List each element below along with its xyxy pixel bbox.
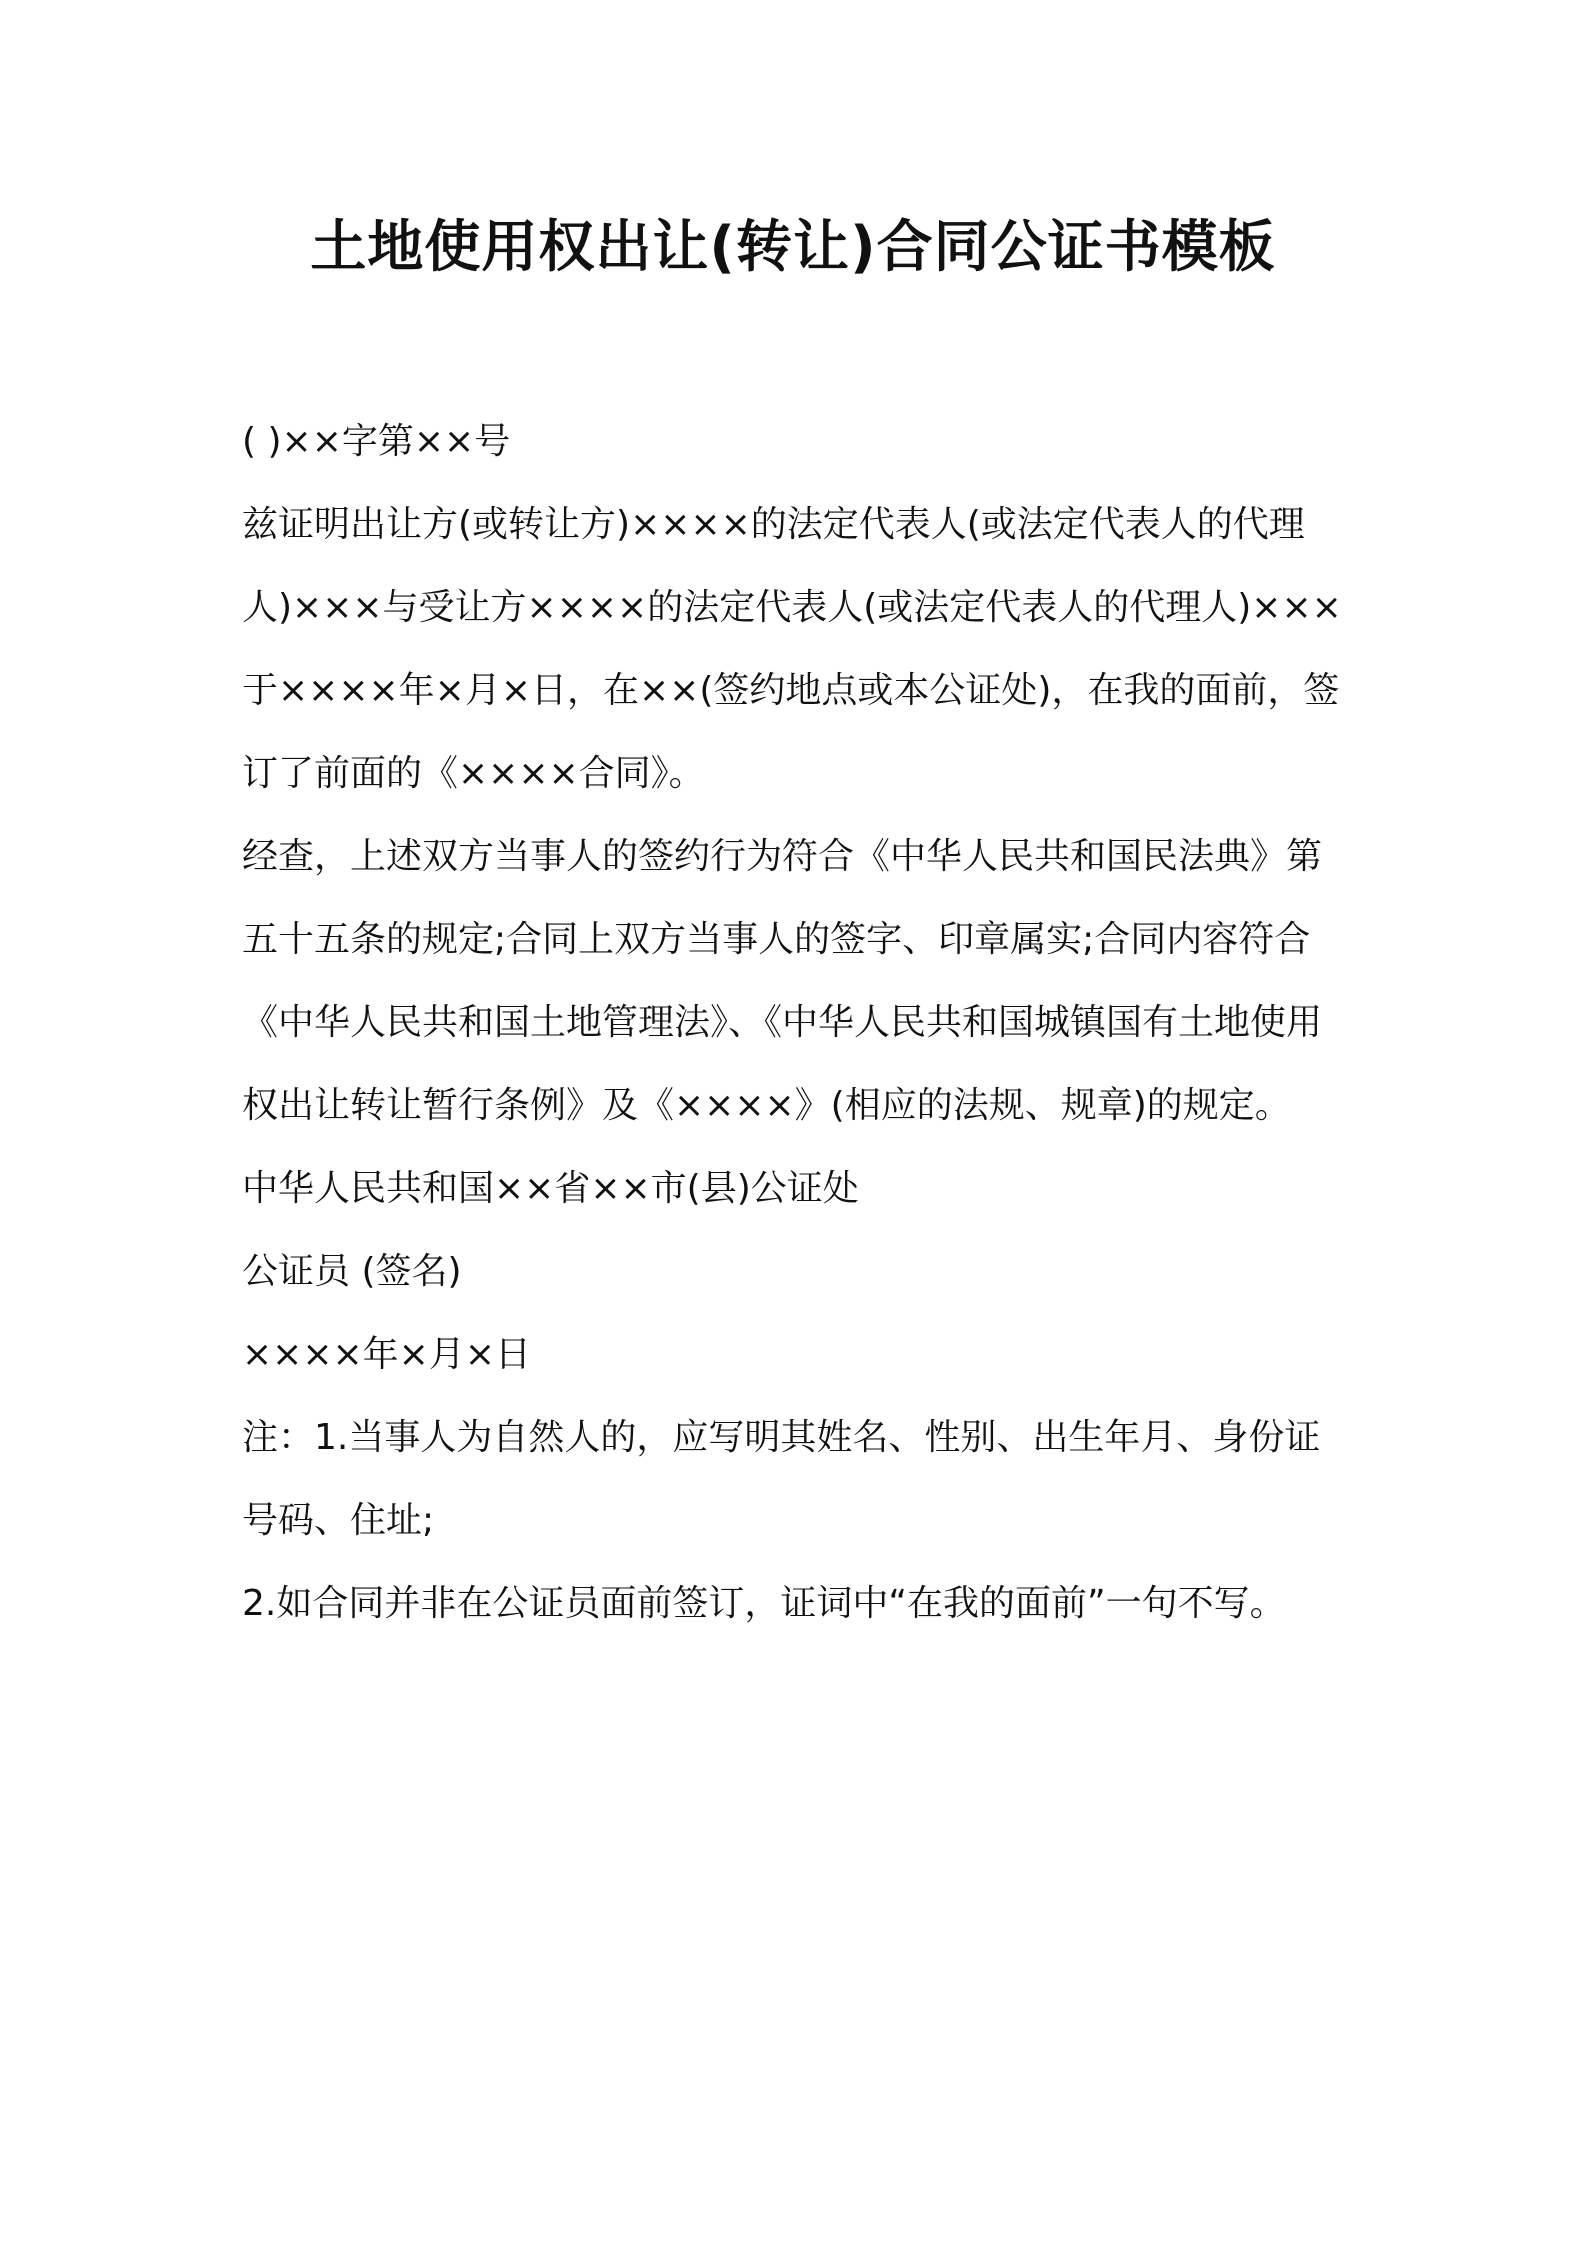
notary-signature-line: 公证员 (签名) bbox=[242, 1251, 462, 1292]
date-line: ××××年×月×日 bbox=[242, 1334, 531, 1375]
document-number-line: ( )××字第××号 bbox=[242, 421, 511, 462]
note-item-2: 2.如合同并非在公证员面前签订，证词中“在我的面前”一句不写。 bbox=[242, 1583, 1286, 1624]
notary-office-line: 中华人民共和国××省××市(县)公证处 bbox=[242, 1168, 859, 1209]
document-body bbox=[242, 400, 1352, 1645]
verification-paragraph: 经查，上述双方当事人的签约行为符合《中华人民共和国民法典》第五十五条的规定;合同上双方当事人的签字、印章属实;合同内容符合《中华人民共和国土地管理法》、《中华人民共和国城镇国有土地使用权出让转让暂行条例》及《××××》(相应的法规、规章)的规定。 bbox=[242, 836, 1323, 1126]
note-item-1: 注：1.当事人为自然人的，应写明其姓名、性别、出生年月、身份证号码、住址; bbox=[242, 1417, 1321, 1541]
certification-paragraph: 兹证明出让方(或转让方)××××的法定代表人(或法定代表人的代理人)×××与受让方××××的法定代表人(或法定代表人的代理人)×××于××××年×月×日，在××(签约地点或本公证处)，在我的面前，签订了前面的《××××合同》。 bbox=[242, 504, 1342, 794]
document-title: 土地使用权出让(转让)合同公证书模板 bbox=[310, 215, 1276, 280]
